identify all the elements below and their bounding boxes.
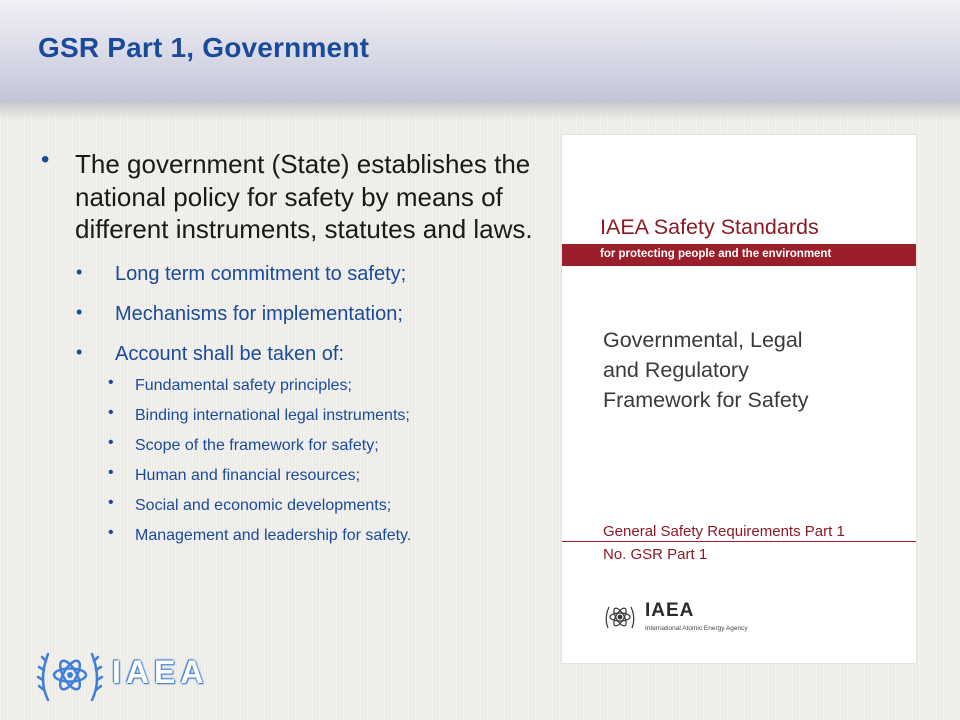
book-agency-name: International Atomic Energy Agency — [645, 625, 748, 632]
bullet-icon: • — [76, 341, 83, 362]
book-title-line: and Regulatory — [603, 358, 749, 382]
sub-bullet-text: Long term commitment to safety; — [115, 262, 407, 285]
slide-title: GSR Part 1, Government — [38, 32, 370, 63]
sub-sub-bullet-text: Human and financial resources; — [135, 466, 361, 484]
header-shadow — [0, 103, 960, 121]
bullet-icon: • — [76, 261, 83, 282]
iaea-emblem-icon — [600, 598, 640, 638]
sub-sub-bullet — [38, 433, 558, 456]
main-bullet — [38, 148, 558, 246]
bullet-icon: • — [108, 463, 114, 481]
book-number: No. GSR Part 1 — [603, 546, 708, 563]
bullet-icon: • — [108, 493, 114, 511]
book-tagline: for protecting people and the environment — [600, 248, 832, 260]
bullet-icon: • — [108, 523, 114, 541]
footer-iaea-logo-text: IAEA — [112, 654, 209, 690]
book-divider — [562, 541, 916, 542]
sub-sub-bullet-text: Social and economic developments; — [135, 496, 392, 514]
slide-header — [0, 0, 960, 103]
bullet-icon: • — [108, 373, 114, 391]
sub-sub-bullet-text: Management and leadership for safety. — [135, 526, 412, 544]
book-series-title: IAEA Safety Standards — [600, 215, 819, 239]
sub-sub-bullet-text: Fundamental safety principles; — [135, 376, 352, 394]
book-iaea-logo-text: IAEA — [645, 600, 695, 621]
sub-sub-bullet-text: Binding international legal instruments; — [135, 406, 410, 424]
sub-sub-bullet — [38, 523, 558, 546]
book-title-line: Governmental, Legal — [603, 328, 803, 352]
sub-bullet — [38, 342, 558, 366]
sub-sub-bullet — [38, 403, 558, 426]
sub-bullet — [38, 302, 558, 326]
main-bullet-text: The government (State) establishes the national policy for safety by means of different instruments, statutes and laws. — [75, 149, 533, 244]
sub-sub-bullet-text: Scope of the framework for safety; — [135, 436, 379, 454]
sub-sub-bullet — [38, 493, 558, 516]
bullet-icon: • — [41, 146, 50, 173]
bullet-icon: • — [108, 403, 114, 421]
iaea-atom-emblem-icon — [36, 644, 104, 708]
book-title-line: Framework for Safety — [603, 388, 809, 412]
sub-bullet — [38, 262, 558, 286]
sub-bullet-text: Account shall be taken of: — [115, 342, 345, 365]
sub-bullet-text: Mechanisms for implementation; — [115, 302, 403, 325]
bullet-icon: • — [108, 433, 114, 451]
book-tagline-bar — [562, 244, 916, 266]
sub-sub-bullet — [38, 463, 558, 486]
bullet-icon: • — [76, 301, 83, 322]
book-cover-image — [562, 135, 916, 663]
slide-content — [38, 148, 558, 546]
book-requirements-label: General Safety Requirements Part 1 — [603, 523, 845, 540]
sub-sub-bullet — [38, 373, 558, 396]
book-title — [603, 325, 809, 415]
